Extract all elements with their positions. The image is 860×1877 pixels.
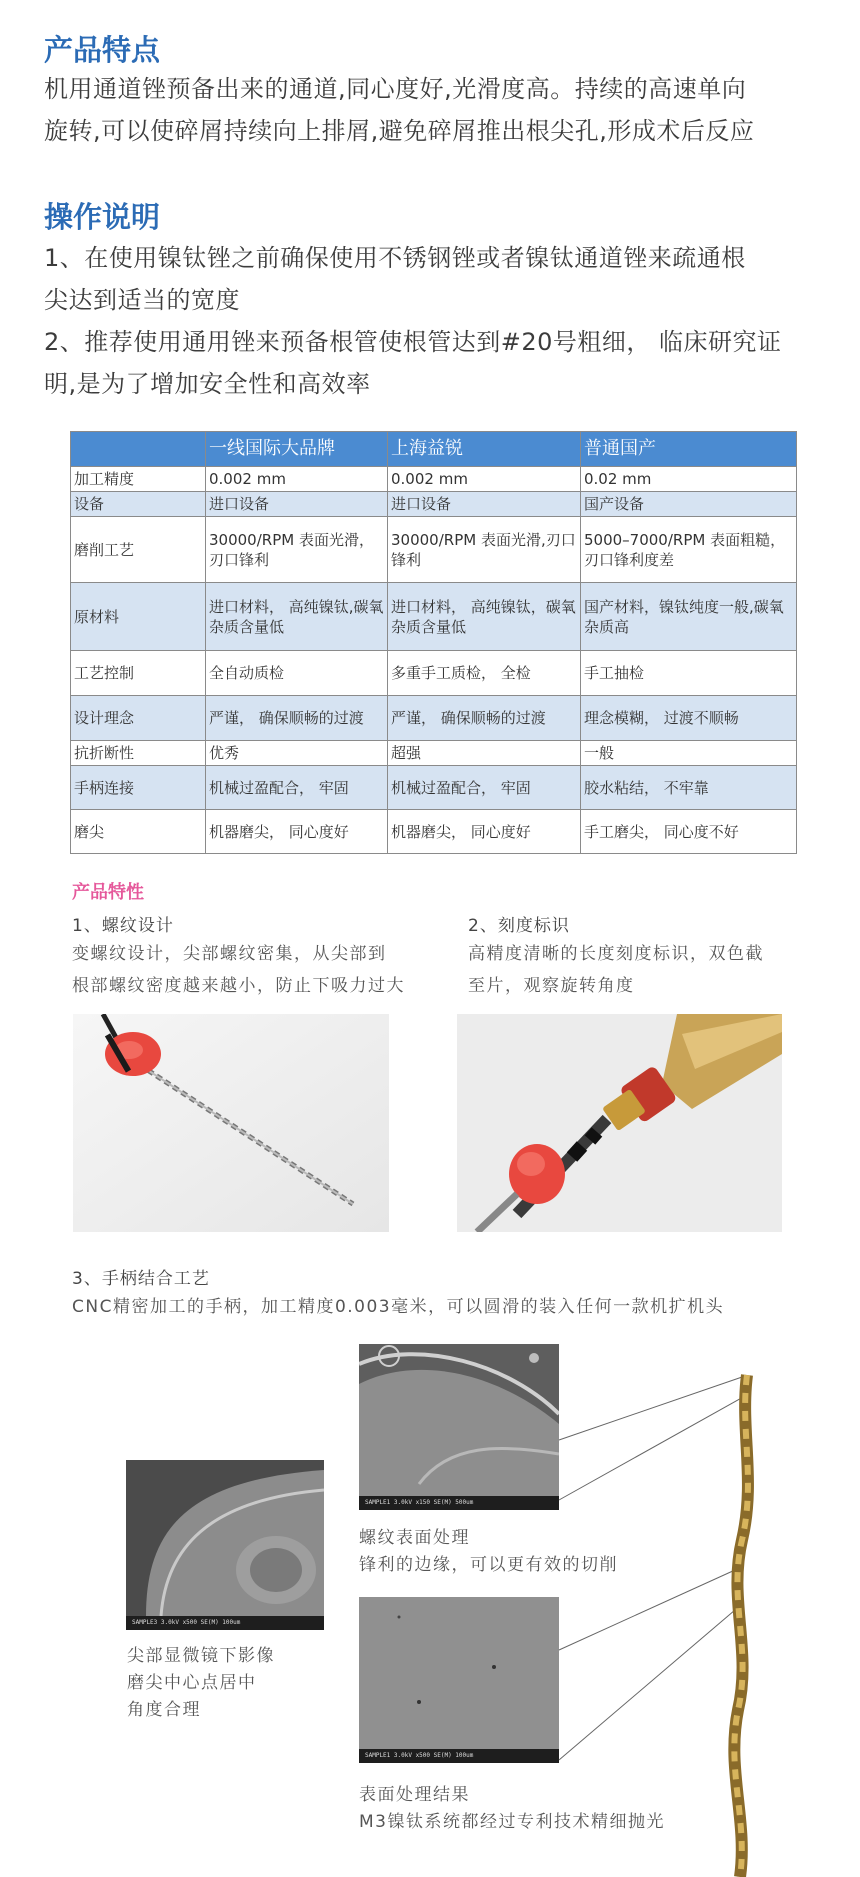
table-cell: 设计理念 (71, 696, 206, 741)
caption-line: 尖部显微镜下影像 (127, 1646, 275, 1666)
sem-scale-bar: SAMPLE1 3.0kV x500 SE(M) 100um (359, 1749, 559, 1763)
table-header-cell: 普通国产 (581, 432, 797, 467)
table-cell: 抗折断性 (71, 741, 206, 766)
table-cell: 机器磨尖， 同心度好 (388, 810, 581, 854)
table-cell: 0.002 mm (388, 467, 581, 492)
table-row (71, 492, 797, 517)
table-cell: 0.002 mm (206, 467, 388, 492)
table-cell: 超强 (388, 741, 581, 766)
table-cell: 机器磨尖， 同心度好 (206, 810, 388, 854)
table-cell: 严谨， 确保顺畅的过渡 (206, 696, 388, 741)
table-cell: 进口材料， 高纯镍钛，碳氧杂质含量低 (388, 583, 581, 651)
feature-1-heading: 1、螺纹设计 (72, 916, 174, 936)
thread-design-photo (73, 1014, 389, 1232)
table-row (71, 583, 797, 651)
table-cell: 胶水粘结， 不牢靠 (581, 766, 797, 810)
feature-3-text (72, 1291, 724, 1323)
caption-line: 螺纹表面处理 (359, 1528, 470, 1548)
feature-1-line: 根部螺纹密度越来越小，防止下吸力过大 (72, 976, 405, 996)
table-cell: 0.02 mm (581, 467, 797, 492)
instructions-text (44, 237, 782, 405)
feature-1-line: 变螺纹设计，尖部螺纹密集，从尖部到 (72, 944, 387, 964)
features-text (44, 68, 754, 152)
tip-caption (127, 1643, 275, 1724)
sem-scale-bar: SAMPLE1 3.0kV x150 SE(M) 500um (359, 1496, 559, 1510)
table-cell: 一般 (581, 741, 797, 766)
table-header-cell: 上海益锐 (388, 432, 581, 467)
table-cell: 30000/RPM 表面光滑,刃口锋利 (388, 517, 581, 583)
table-cell: 机械过盈配合， 牢固 (388, 766, 581, 810)
table-cell: 5000–7000/RPM 表面粗糙，刃口锋利度差 (581, 517, 797, 583)
table-row (71, 766, 797, 810)
table-row (71, 467, 797, 492)
feature-2-line: 至片，观察旋转角度 (468, 976, 635, 996)
feature-2-text (468, 938, 764, 1002)
table-cell: 全自动质检 (206, 651, 388, 696)
table-cell: 多重手工质检， 全检 (388, 651, 581, 696)
table-row (71, 517, 797, 583)
table-cell: 机械过盈配合， 牢固 (206, 766, 388, 810)
table-cell: 30000/RPM 表面光滑，刃口锋利 (206, 517, 388, 583)
caption-line: 磨尖中心点居中 (127, 1673, 257, 1693)
table-row (71, 810, 797, 854)
table-cell: 理念模糊， 过渡不顺畅 (581, 696, 797, 741)
instructions-line: 明,是为了增加安全性和高效率 (44, 370, 371, 398)
caption-line: 锋利的边缘，可以更有效的切削 (359, 1555, 618, 1575)
table-cell: 进口材料， 高纯镍钛,碳氧杂质含量低 (206, 583, 388, 651)
instructions-line: 尖达到适当的宽度 (44, 286, 240, 314)
table-cell: 磨尖 (71, 810, 206, 854)
table-cell: 手柄连接 (71, 766, 206, 810)
table-cell: 进口设备 (206, 492, 388, 517)
thread-caption (359, 1525, 618, 1579)
table-cell: 原材料 (71, 583, 206, 651)
table-row (71, 651, 797, 696)
instructions-line: 2、推荐使用通用锉来预备根管使根管达到#20号粗细， 临床研究证 (44, 328, 782, 356)
feature-1-text (72, 938, 405, 1002)
features-line: 机用通道锉预备出来的通道,同心度好,光滑度高。持续的高速单向 (44, 75, 747, 103)
caption-line: M3镍钛系统都经过专利技术精细抛光 (359, 1812, 665, 1832)
table-row (71, 741, 797, 766)
caption-line: 角度合理 (127, 1700, 201, 1720)
feature-3-heading: 3、手柄结合工艺 (72, 1269, 210, 1289)
table-cell: 严谨， 确保顺畅的过渡 (388, 696, 581, 741)
table-cell: 设备 (71, 492, 206, 517)
table-row (71, 696, 797, 741)
feature-3-line: CNC精密加工的手柄，加工精度0.003毫米，可以圆滑的装入任何一款机扩机头 (72, 1297, 725, 1317)
table-cell: 工艺控制 (71, 651, 206, 696)
caption-line: 表面处理结果 (359, 1785, 470, 1805)
table-header-cell (71, 432, 206, 467)
depth-marker-photo (457, 1014, 782, 1232)
table-cell: 磨削工艺 (71, 517, 206, 583)
instructions-line: 1、在使用镍钛锉之前确保使用不锈钢锉或者镍钛通道锉来疏通根 (44, 244, 746, 272)
sem-scale-bar: SAMPLE3 3.0kV x500 SE(M) 100um (126, 1616, 324, 1630)
table-cell: 优秀 (206, 741, 388, 766)
table-cell: 加工精度 (71, 467, 206, 492)
table-header-row (71, 432, 797, 467)
feature-2-line: 高精度清晰的长度刻度标识，双色截 (468, 944, 764, 964)
table-cell: 国产设备 (581, 492, 797, 517)
features-title: 产品特点 (44, 33, 161, 67)
product-features-title: 产品特性 (72, 882, 144, 903)
table-header-cell: 一线国际大品牌 (206, 432, 388, 467)
table-cell: 手工抽检 (581, 651, 797, 696)
comparison-table (70, 431, 797, 854)
table-cell: 进口设备 (388, 492, 581, 517)
feature-2-heading: 2、刻度标识 (468, 916, 570, 936)
table-cell: 手工磨尖， 同心度不好 (581, 810, 797, 854)
features-line: 旋转,可以使碎屑持续向上排屑,避免碎屑推出根尖孔,形成术后反应 (44, 117, 755, 145)
surface-caption (359, 1782, 665, 1836)
table-cell: 国产材料，镍钛纯度一般,碳氧杂质高 (581, 583, 797, 651)
instructions-title: 操作说明 (44, 200, 161, 234)
